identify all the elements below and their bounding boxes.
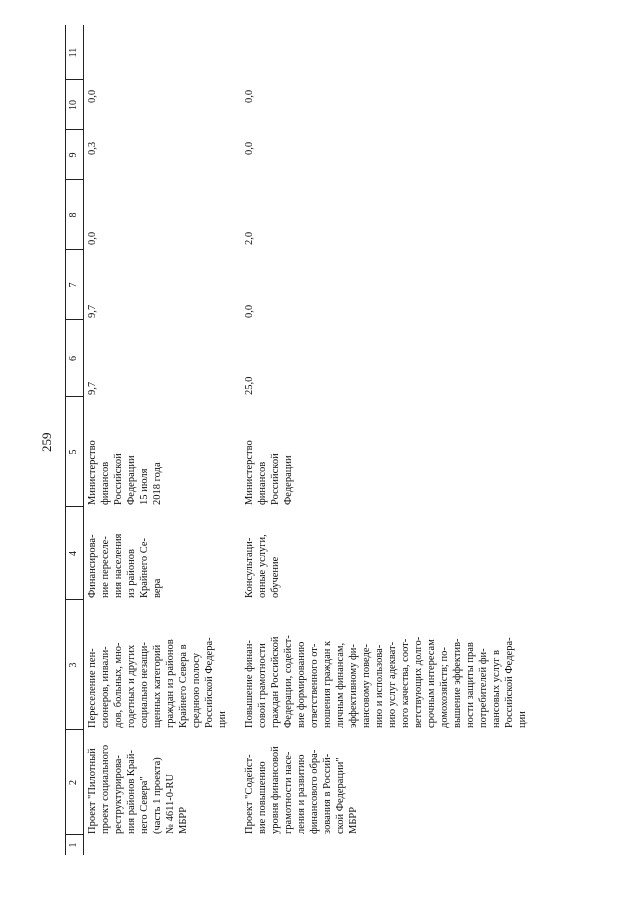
value-cell-10: 0,0 xyxy=(87,89,98,103)
column-divider xyxy=(65,249,83,250)
project-name-cell: Проект "Содейст- вие повышению уровня финансовой грамотности насе- ления и развитию финансового обра- зования в Россий- ской Федерации" МБРР xyxy=(244,746,359,834)
column-index-8: 8 xyxy=(65,180,84,250)
value-cell-9: 0,3 xyxy=(87,141,98,155)
column-divider xyxy=(65,319,83,320)
column-index-7: 7 xyxy=(65,250,84,320)
project-goal-cell: Переселение пен- сионеров, инвали- дов, больных, мно- годетных и других социально незащи- щенных категорий граждан из районов Крайнего Севера в среднюю полосу Российской Федера- ции xyxy=(87,637,228,728)
column-divider xyxy=(65,129,83,130)
column-divider xyxy=(65,506,83,507)
value-cell-7: 0,0 xyxy=(244,304,255,318)
value-cell-10: 0,0 xyxy=(244,89,255,103)
column-divider xyxy=(65,79,83,80)
column-index-2: 2 xyxy=(65,730,84,835)
value-cell-6: 9,7 xyxy=(87,381,98,395)
column-index-6: 6 xyxy=(65,320,84,397)
column-index-5: 5 xyxy=(65,397,84,507)
column-divider xyxy=(65,179,83,180)
column-index-1: 1 xyxy=(65,835,84,855)
project-goal-cell: Повышение финан- совой грамотности граждан Российской Федерации, содейст- вие формированию ответственного от- ношения граждан к личным финансам, эффективному фи- нансовому поведе- нию и использова- нию услуг адекват- ного качества, соот- ветствующих долго- срочным интересам домохозяйств; по- вышение эффектив- ности защиты прав потребителей фи- нансовых услуг в Российской Федера- ции xyxy=(244,635,528,728)
value-cell-9: 0,0 xyxy=(244,141,255,155)
executor-cell: Министерство финансов Российской Федерации xyxy=(244,440,294,505)
column-index-4: 4 xyxy=(65,507,84,600)
data-table xyxy=(65,25,575,855)
executor-cell: Министерство финансов Российской Федерации 15 июля 2018 года xyxy=(87,440,163,505)
column-divider xyxy=(65,599,83,600)
project-name-cell: Проект "Пилотный проект социального реструктурирова- ния районов Край- него Севера" (часть 1 проекта) № 4611-0-RU МБРР xyxy=(87,744,189,834)
value-cell-8: 2,0 xyxy=(244,231,255,245)
value-cell-7: 9,7 xyxy=(87,304,98,318)
column-divider xyxy=(65,834,83,835)
column-index-11: 11 xyxy=(65,25,84,80)
column-divider xyxy=(65,729,83,730)
value-cell-8: 0,0 xyxy=(87,231,98,245)
purpose-cell: Консультаци- онные услуги, обучение xyxy=(244,534,281,598)
page-number: 259 xyxy=(39,432,54,452)
column-divider xyxy=(65,396,83,397)
purpose-cell: Финансирова- ние переселе- ния населения из районов Крайнего Се- вера xyxy=(87,533,163,598)
column-index-3: 3 xyxy=(65,600,84,730)
column-index-10: 10 xyxy=(65,80,84,130)
value-cell-6: 25,0 xyxy=(244,376,255,395)
column-index-9: 9 xyxy=(65,130,84,180)
